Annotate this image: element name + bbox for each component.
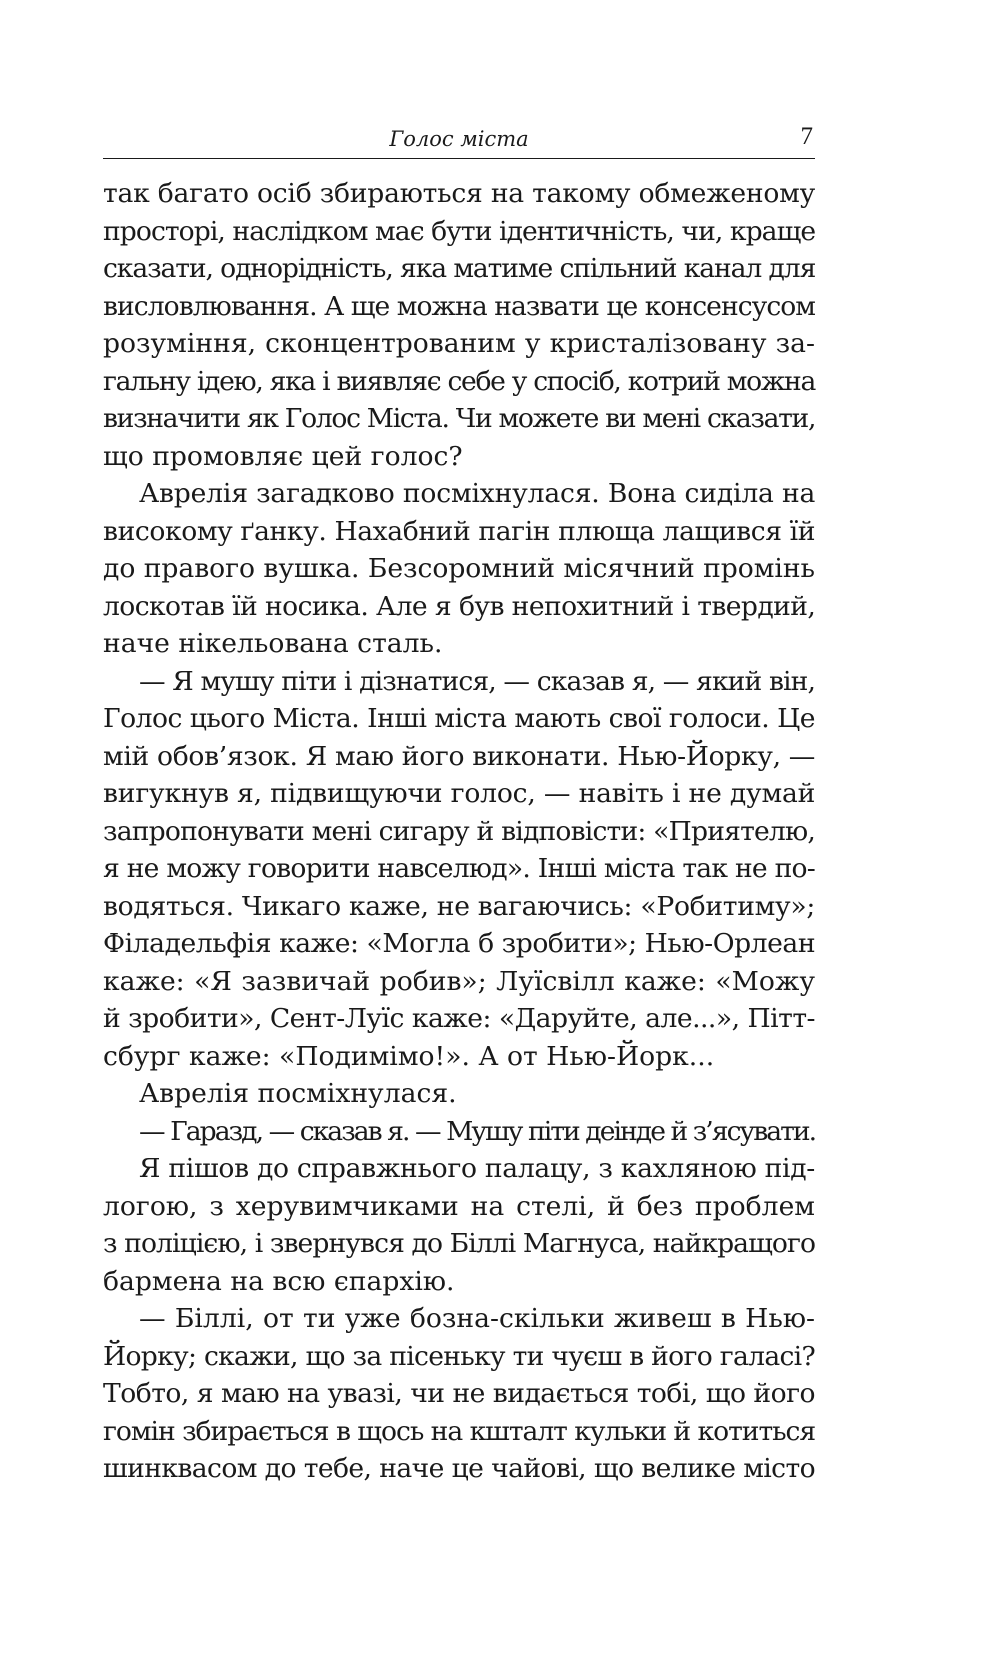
- text-line: бармена на всю єпархію.: [103, 1265, 455, 1297]
- text-line: вигукнув я, підвищуючи голос, — навіть і не думай: [103, 778, 816, 809]
- text-line: високому ґанку. Нахабний пагін плюща лащився їй: [103, 515, 816, 547]
- running-title: Голос міста: [389, 127, 529, 151]
- text-line: висловлювання. А ще можна назвати це консенсусом: [103, 290, 816, 322]
- text-line: лоскотав їй носика. Але я був непохитний і твердий,: [103, 590, 816, 622]
- text-line: запропонувати мені сигару й відповісти: «Приятелю,: [103, 815, 816, 847]
- page-number: 7: [800, 123, 813, 150]
- text-line: Філадельфія каже: «Могла б зробити»; Нью-Орлеан: [103, 928, 816, 959]
- paragraph: [103, 1075, 815, 1113]
- text-line: мій обов’язок. Я маю його виконати. Нью-Йорку, —: [103, 740, 816, 772]
- text-line: що промовляє цей голос?: [103, 440, 463, 472]
- running-header: [103, 122, 815, 159]
- text-line: водяться. Чикаго каже, не вагаючись: «Робитиму»;: [103, 890, 815, 922]
- text-line: й зробити», Сент-Луїс каже: «Даруйте, але...», Пітт-: [103, 1003, 815, 1034]
- paragraph: [103, 1113, 815, 1151]
- text-line: — Гаразд, — сказав я. — Мушу піти деінде й з’ясувати.: [139, 1115, 816, 1147]
- text-line: логою, з херувимчиками на стелі, й без проблем: [103, 1190, 815, 1222]
- text-line: сказати, однорідність, яка матиме спільний канал для: [103, 253, 816, 284]
- paragraph: [103, 663, 815, 1076]
- text-line: визначити як Голос Міста. Чи можете ви мені сказати,: [103, 403, 816, 434]
- text-line: шинквасом до тебе, наче це чайові, що велике місто: [103, 1453, 815, 1484]
- paragraph: [103, 475, 815, 663]
- text-line: Голос цього Міста. Інші міста мають свої голоси. Це: [103, 703, 815, 734]
- text-line: сбург каже: «Подимімо!». А от Нью-Йорк...: [103, 1040, 715, 1072]
- paragraph: [103, 1150, 815, 1300]
- text-line: Аврелія загадково посміхнулася. Вона сиділа на: [139, 478, 816, 509]
- text-line: гомін збирається в щось на кшталт кульки й котиться: [103, 1415, 816, 1447]
- body-text: [103, 175, 815, 1488]
- text-line: просторі, наслідком має бути ідентичність, чи, краще: [103, 215, 816, 247]
- text-line: так багато осіб збираються на такому обмеженому: [103, 178, 815, 209]
- text-line: каже: «Я зазвичай робив»; Луїсвілл каже: «Можу: [103, 965, 815, 997]
- text-line: наче нікельована сталь.: [103, 628, 443, 659]
- text-line: Тобто, я маю на увазі, чи не видається тобі, що його: [103, 1378, 815, 1409]
- text-line: гальну ідею, яка і виявляє себе у спосіб, котрий можна: [103, 365, 815, 397]
- text-line: Аврелія посміхнулася.: [139, 1078, 457, 1109]
- text-line: Йорку; скажи, що за пісеньку ти чуєш в його галасі?: [103, 1340, 815, 1372]
- text-line: з поліцією, і звернувся до Біллі Магнуса, найкращого: [103, 1228, 816, 1259]
- text-line: до правого вушка. Безсоромний місячний промінь: [103, 553, 815, 584]
- paragraph: [103, 175, 815, 475]
- text-line: я не можу говорити навселюд». Інші міста так не по-: [103, 853, 815, 884]
- text-line: розуміння, сконцентрованим у кристалізовану за-: [103, 328, 815, 359]
- text-line: — Біллі, от ти уже бозна-скільки живеш в Нью-: [139, 1303, 815, 1334]
- paragraph: [103, 1300, 815, 1488]
- text-line: — Я мушу піти і дізнатися, — сказав я, — який він,: [139, 665, 816, 697]
- text-line: Я пішов до справжнього палацу, з кахляною під-: [139, 1153, 815, 1184]
